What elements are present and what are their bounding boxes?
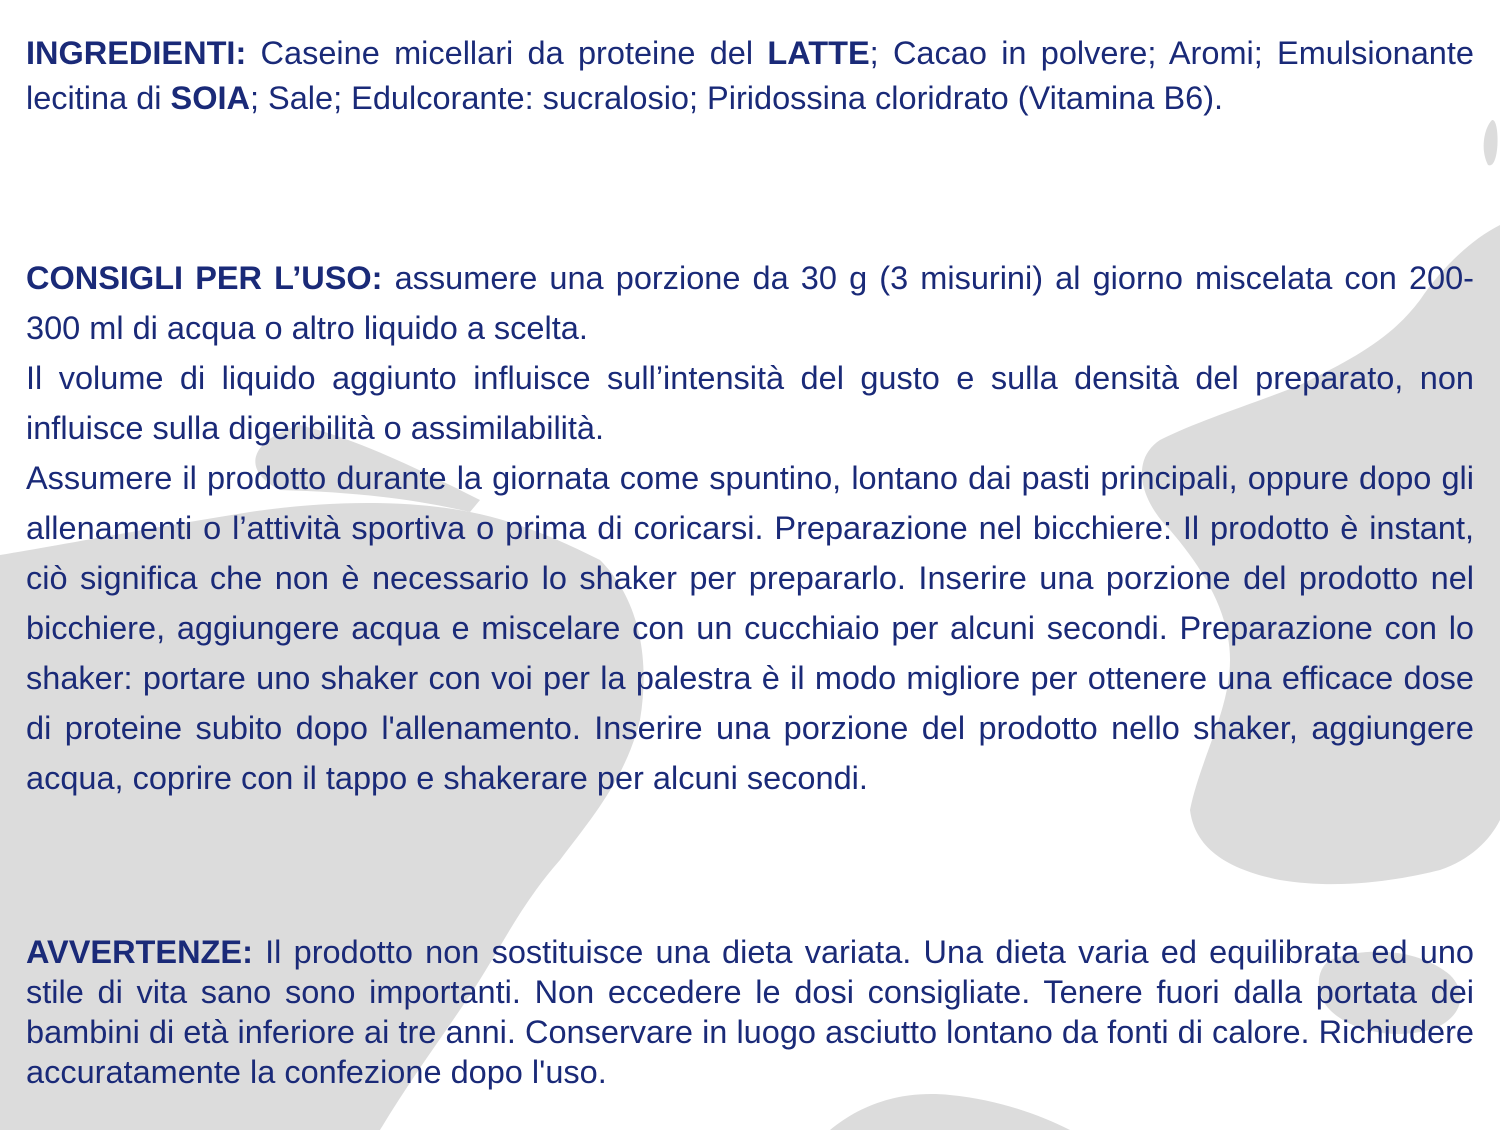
ingredients-heading: INGREDIENTI:: [26, 35, 247, 71]
ingredients-text-2: ; Cacao in polvere; Aromi; Emulsionante lecitina di: [26, 35, 1474, 116]
usage-paragraph-1: [26, 253, 1474, 353]
map-speck-top-right: [1484, 120, 1498, 165]
usage-heading: CONSIGLI PER L’USO:: [26, 260, 383, 296]
warnings-section: [26, 932, 1474, 1092]
usage-text-1: assumere una porzione da 30 g (3 misurini) al giorno miscelata con 200-300 ml di acqua o altro liquido a scelta.: [26, 260, 1474, 346]
map-land-bottom: [830, 1094, 1070, 1130]
allergen-soy: SOIA: [170, 80, 250, 116]
warnings-text: Il prodotto non sostituisce una dieta variata. Una dieta varia ed equilibrata ed uno stile di vita sano sono importanti. Non eccedere le dosi consigliate. Tenere fuori dalla portata dei bambini di età inferiore ai tre anni. Conservare in luogo asciutto lontano da fonti di calore. Richiudere accuratamente la confezione dopo l'uso.: [26, 934, 1474, 1090]
ingredients-text-3: ; Sale; Edulcorante: sucralosio; Piridossina cloridrato (Vitamina B6).: [250, 80, 1224, 116]
usage-paragraph-2: Il volume di liquido aggiunto influisce sull’intensità del gusto e sulla densità del preparato, non influisce sulla digeribilità o assimilabilità.: [26, 360, 1474, 446]
ingredients-text-1: Caseine micellari da proteine del: [246, 35, 768, 71]
usage-paragraph-3: Assumere il prodotto durante la giornata come spuntino, lontano dai pasti principali, oppure dopo gli allenamenti o l’attività sportiva o prima di coricarsi. Preparazione nel bicchiere: Il prodotto è instant, ciò significa che non è necessario lo shaker per prepararlo. Inserire una porzione del prodotto nel bicchiere, aggiungere acqua e miscelare con un cucchiaio per alcuni secondi. Preparazione con lo shaker: portare uno shaker con voi per la palestra è il modo migliore per ottenere una efficace dose di proteine subito dopo l'allenamento. Inserire una porzione del prodotto nello shaker, aggiungere acqua, coprire con il tappo e shakerare per alcuni secondi.: [26, 460, 1474, 796]
warnings-paragraph: [26, 932, 1474, 1092]
usage-section: [26, 253, 1474, 803]
ingredients-paragraph: [26, 31, 1474, 121]
warnings-heading: AVVERTENZE:: [26, 934, 253, 970]
allergen-milk: LATTE: [767, 35, 870, 71]
ingredients-section: [26, 31, 1474, 121]
